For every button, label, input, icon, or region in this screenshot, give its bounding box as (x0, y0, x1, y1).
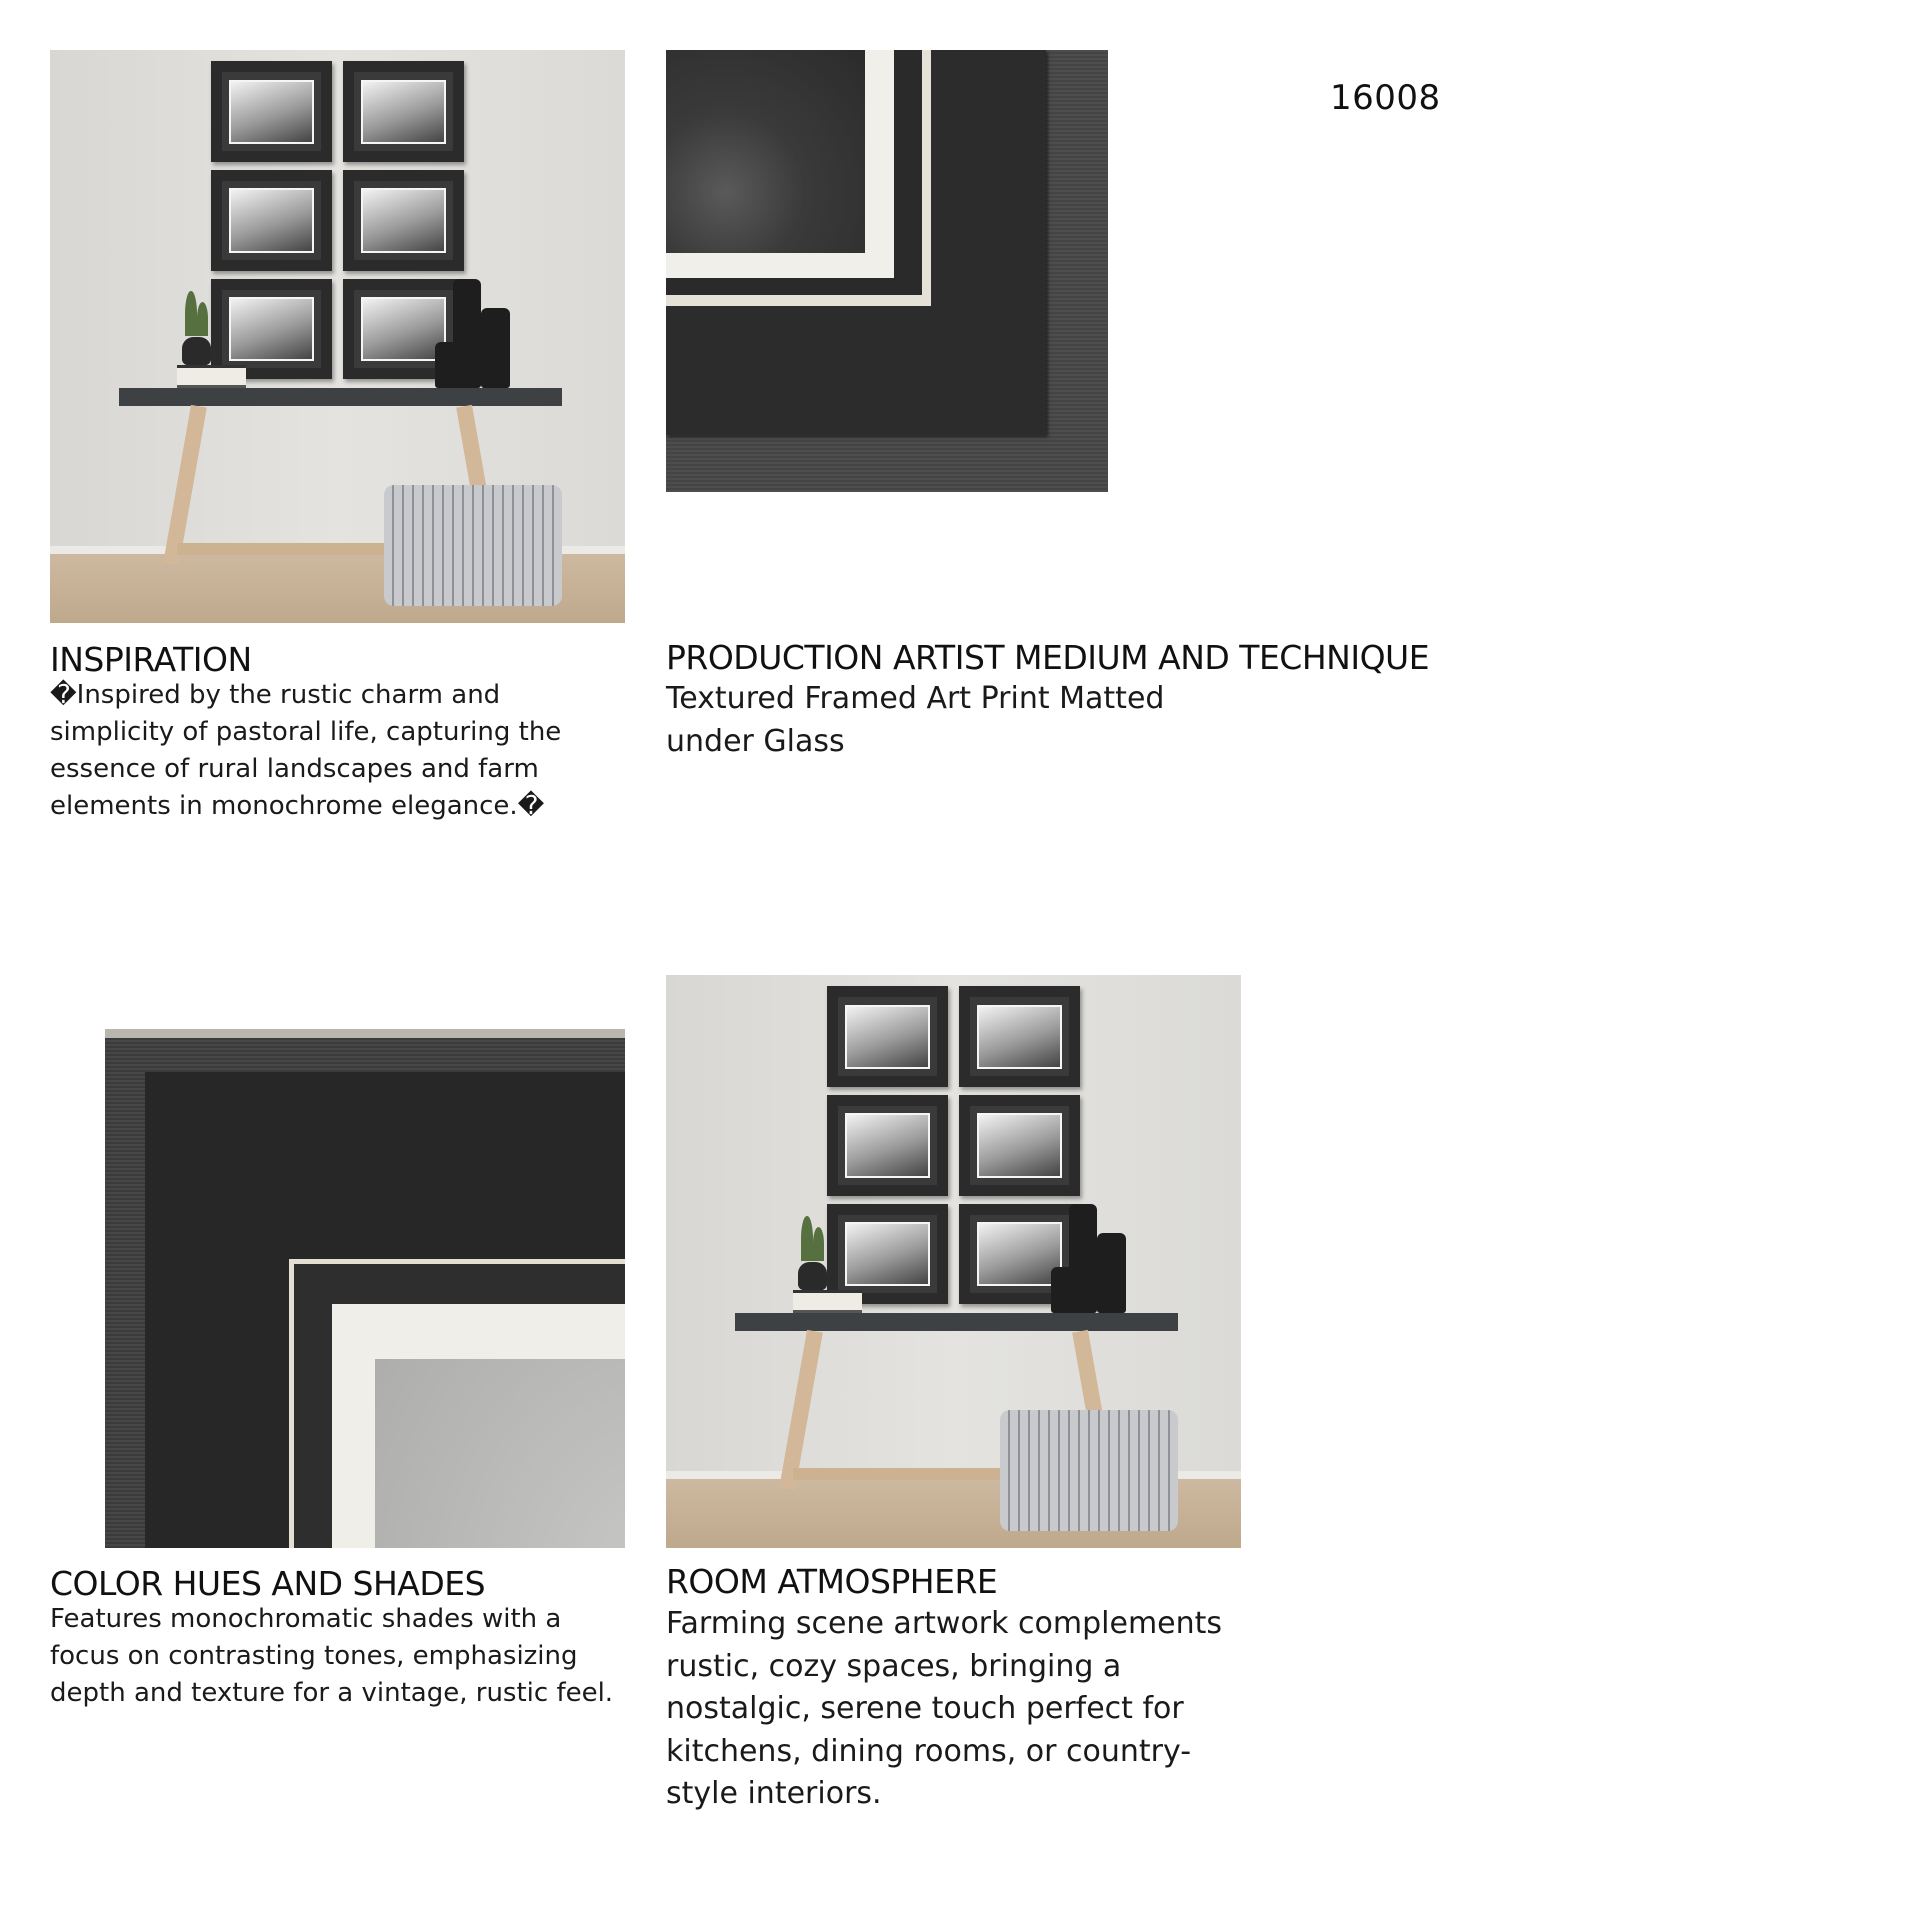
product-sku: 16008 (1330, 78, 1441, 118)
frame-corner-closeup-photo (666, 50, 1108, 492)
medium-heading: PRODUCTION ARTIST MEDIUM AND TECHNIQUE (666, 638, 1430, 677)
color-heading: COLOR HUES AND SHADES (50, 1564, 486, 1603)
atmosphere-text: Farming scene artwork complements rustic, cozy spaces, bringing a nostalgic, serene touch perfect for kitchens, dining rooms, or country-style interiors. (666, 1606, 1223, 1811)
room-atmosphere-photo (666, 975, 1241, 1548)
inspiration-heading: INSPIRATION (50, 640, 252, 679)
color-text: Features monochromatic shades with a focus on contrasting tones, emphasizing depth and texture for a vintage, rustic feel. (50, 1604, 614, 1708)
atmosphere-heading: ROOM ATMOSPHERE (666, 1562, 998, 1601)
room-scene-photo (50, 50, 625, 623)
inspiration-text: �Inspired by the rustic charm and simplicity of pastoral life, capturing the essence of rural landscapes and farm elements in monochrome elegance.� (50, 680, 562, 821)
medium-text: Textured Framed Art Print Matted under Glass (666, 681, 1165, 759)
frame-corner-detail-photo (50, 975, 625, 1548)
